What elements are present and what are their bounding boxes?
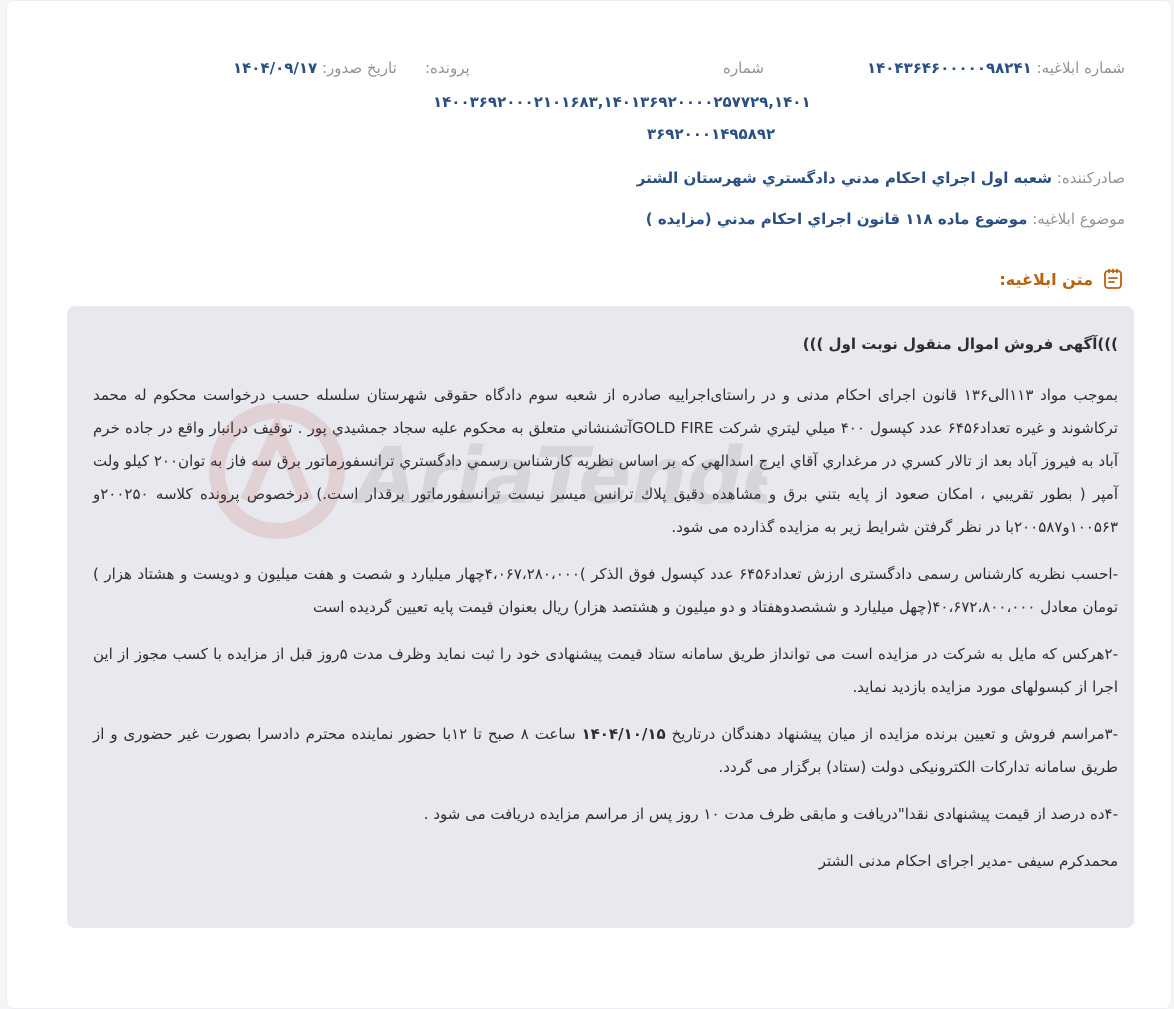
issuer-label: صادرکننده: — [1056, 169, 1125, 187]
case-number-line1: ۱۴۰۰۳۶۹۲۰۰۰۲۱۰۱۶۸۳,۱۴۰۱۳۶۹۲۰۰۰۰۲۵۷۷۲۹,۱۴۰۱ — [433, 93, 811, 111]
notice-body — [67, 306, 1134, 928]
number-label: شماره — [723, 59, 764, 77]
subject-value: موضوع ماده ۱۱۸ قانون اجراي احكام مدني (مزايده ) — [645, 210, 1028, 228]
notice-paragraph-3: -۲هرکس که مایل به شرکت در مزایده است می توانداز طریق سامانه ستاد قیمت پیشنهادی خود را ثبت نماید وظرف مدت ۵روز قبل از مزایده با کسب مجوز از این اجرا از کبسولهای مورد مزایده بازدید نماید. — [93, 645, 1119, 696]
issue-date — [233, 59, 397, 77]
issuer-value: شعبه اول اجراي احكام مدني دادگستري شهرستان الشتر — [636, 169, 1052, 187]
number-label-row — [723, 59, 764, 77]
notice-paragraph-2: -احسب نظریه کارشناس رسمی دادگستری ارزش تعداد۶۴۵۶ عدد كپسول فوق الذكر )۴،۰۶۷،۲۸۰،۰۰۰چهار میلیارد و شصت و هفت میلیون و دویست و هشتاد هزار ) تومان معادل ۴۰،۶۷۲،۸۰۰،۰۰۰(چهل میلیارد و ششصدوهفتاد و دو میلیون و هشتصد هزار) ریال بعنوان قیمت پایه تعیین گردیده است — [93, 565, 1118, 616]
section-title — [999, 267, 1125, 291]
notice-number-label: شماره ابلاغیه: — [1036, 59, 1125, 77]
notice-paragraph-5: -۴ده درصد از قیمت پیشنهادی نقدا"دریافت و مابقی ظرف مدت ۱۰ روز پس از مراسم مزایده دریافت می شود . — [423, 805, 1118, 823]
notice-number — [867, 59, 1125, 77]
section-title-text: متن ابلاغیه: — [999, 269, 1093, 289]
subject-label: موضوع ابلاغیه: — [1032, 210, 1125, 228]
issue-date-value: ۱۴۰۴/۰۹/۱۷ — [233, 59, 318, 77]
subject — [646, 210, 1125, 228]
notice-number-value: ۱۴۰۴۳۶۴۶۰۰۰۰۰۹۸۲۴۱ — [866, 59, 1032, 77]
issuer — [637, 169, 1125, 187]
case-label-row — [425, 59, 470, 77]
document-text-icon — [1101, 267, 1125, 291]
case-number-line2: ۳۶۹۲۰۰۰۱۴۹۵۸۹۲ — [647, 125, 776, 143]
issue-date-label: تاریخ صدور: — [321, 59, 397, 77]
notice-paragraph-4: -۳مراسم فروش و تعیین برنده مزایده از میان پیشنهاد دهندگان درتاریخ ۱۴۰۴/۱۰/۱۵ ساعت ۸ صبح تا ۱۲با حضور نماینده محترم دادسرا بصورت غیر حضوری و از طریق سامانه تدارکات الکترونیکی دولت (ستاد) برگزار می گردد. — [93, 725, 1118, 776]
notice-card — [6, 0, 1172, 1009]
auction-date: ۱۴۰۴/۱۰/۱۵ — [581, 725, 666, 743]
notice-signature: محمدکرم سیفی -مدیر اجرای احکام مدنی الشتر — [818, 852, 1118, 870]
notice-paragraph-1: بموجب مواد ۱۱۳الی۱۳۶ قانون اجرای احکام مدنی و در راستای‌اجراییه صادره از شعبه سوم دادگاه حقوقی شهرستان سلسله حسب درخواست محکوم له محمد تركاشوند و غيره تعداد۶۴۵۶ عدد كپسول ۴۰۰ ميلي ليتري شركت GOLD FIREآتشنشاني متعلق به محكوم عليه سجاد جمشيدي پور . توقيف درانبار واقع در جاده خرم آباد به فيروز آباد بعد از تالار كسري در مرغداري آقاي ايرج اسدالهي كه بر اساس نظريه كارشناس رسمي دادگستري ترانسفورماتور برق سه فاز به توان۲۰۰ كيلو ولت آمپر ( بطور تقريبي ، امكان صعود از پايه بتني برق و مشاهده دقيق پلاك ترانس ميسر نيست ترانسفورماتور برقدار است.) درخصوص پرونده کلاسه ۲۰۰۲۵۰و ۱۰۰۵۶۳و۲۰۰۵۸۷با در نظر گرفتن شرایط زیر به مزایده گذارده می شود. — [93, 386, 1118, 536]
notice-heading: )))آگهی فروش اموال منقول نوبت اول ))) — [802, 335, 1118, 353]
case-label: پرونده: — [425, 59, 470, 77]
